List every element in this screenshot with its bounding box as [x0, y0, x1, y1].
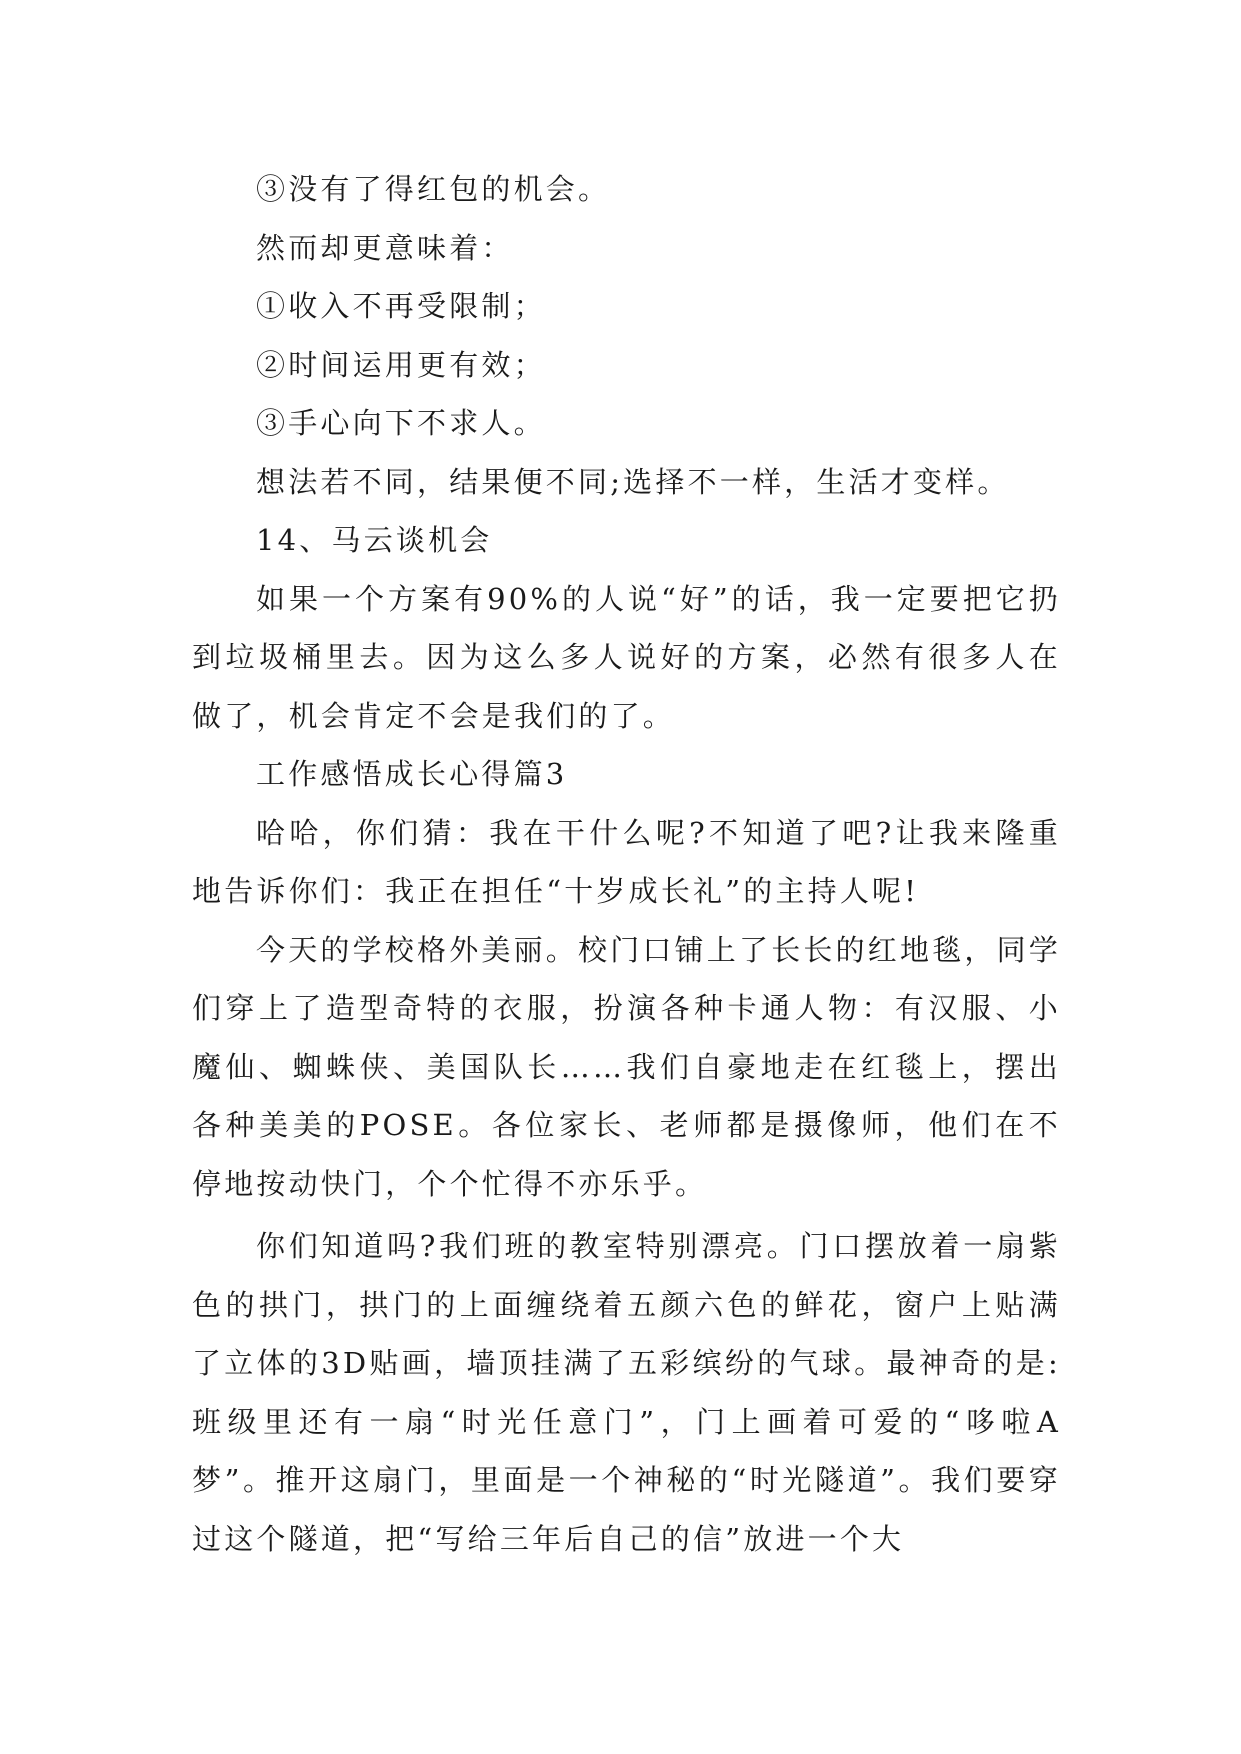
paragraph-conclusion: 想法若不同，结果便不同;选择不一样，生活才变样。 — [256, 464, 1010, 499]
paragraph-list-item-3b: ③手心向下不求人。 — [256, 406, 546, 440]
paragraph-classroom: 你们知道吗?我们班的教室特别漂亮。门口摆放着一扇紫色的拱门，拱门的上面缠绕着五颜六色的鲜花，窗户上贴满了立体的3D贴画，墙顶挂满了五彩缤纷的气球。最神奇的是:班级里还有一扇“时光任意门”，门上画着可爱的“哆啦A梦”。推开这扇门，里面是一个神秘的“时光隧道”。我们要穿过这个隧道，把“写给三年后自己的信”放进一个大 — [192, 1229, 1061, 1556]
section-heading-part-3: 工作感悟成长心得篇3 — [256, 757, 568, 791]
paragraph-list-item-1: ①收入不再受限制； — [256, 289, 546, 323]
document-body — [192, 160, 1061, 1568]
paragraph-list-item-2: ②时间运用更有效； — [256, 347, 546, 382]
paragraph-jack-ma: 如果一个方案有90%的人说“好”的话，我一定要把它扔到垃圾桶里去。因为这么多人说好的方案，必然有很多人在做了，机会肯定不会是我们的了。 — [192, 581, 1061, 733]
paragraph-school-day: 今天的学校格外美丽。校门口铺上了长长的红地毯，同学们穿上了造型奇特的衣服，扮演各种卡通人物：有汉服、小魔仙、蜘蛛侠、美国队长……我们自豪地走在红毯上，摆出各种美美的POSE。各位家长、老师都是摄像师，他们在不停地按动快门，个个忙得不亦乐乎。 — [192, 932, 1062, 1201]
section-heading-14: 14、马云谈机会 — [256, 523, 493, 557]
paragraph-list-item-3a: ③没有了得红包的机会。 — [256, 172, 611, 206]
paragraph-however: 然而却更意味着： — [256, 230, 514, 265]
paragraph-host: 哈哈，你们猜：我在干什么呢?不知道了吧?让我来隆重地告诉你们：我正在担任“十岁成长礼”的主持人呢! — [192, 815, 1061, 908]
